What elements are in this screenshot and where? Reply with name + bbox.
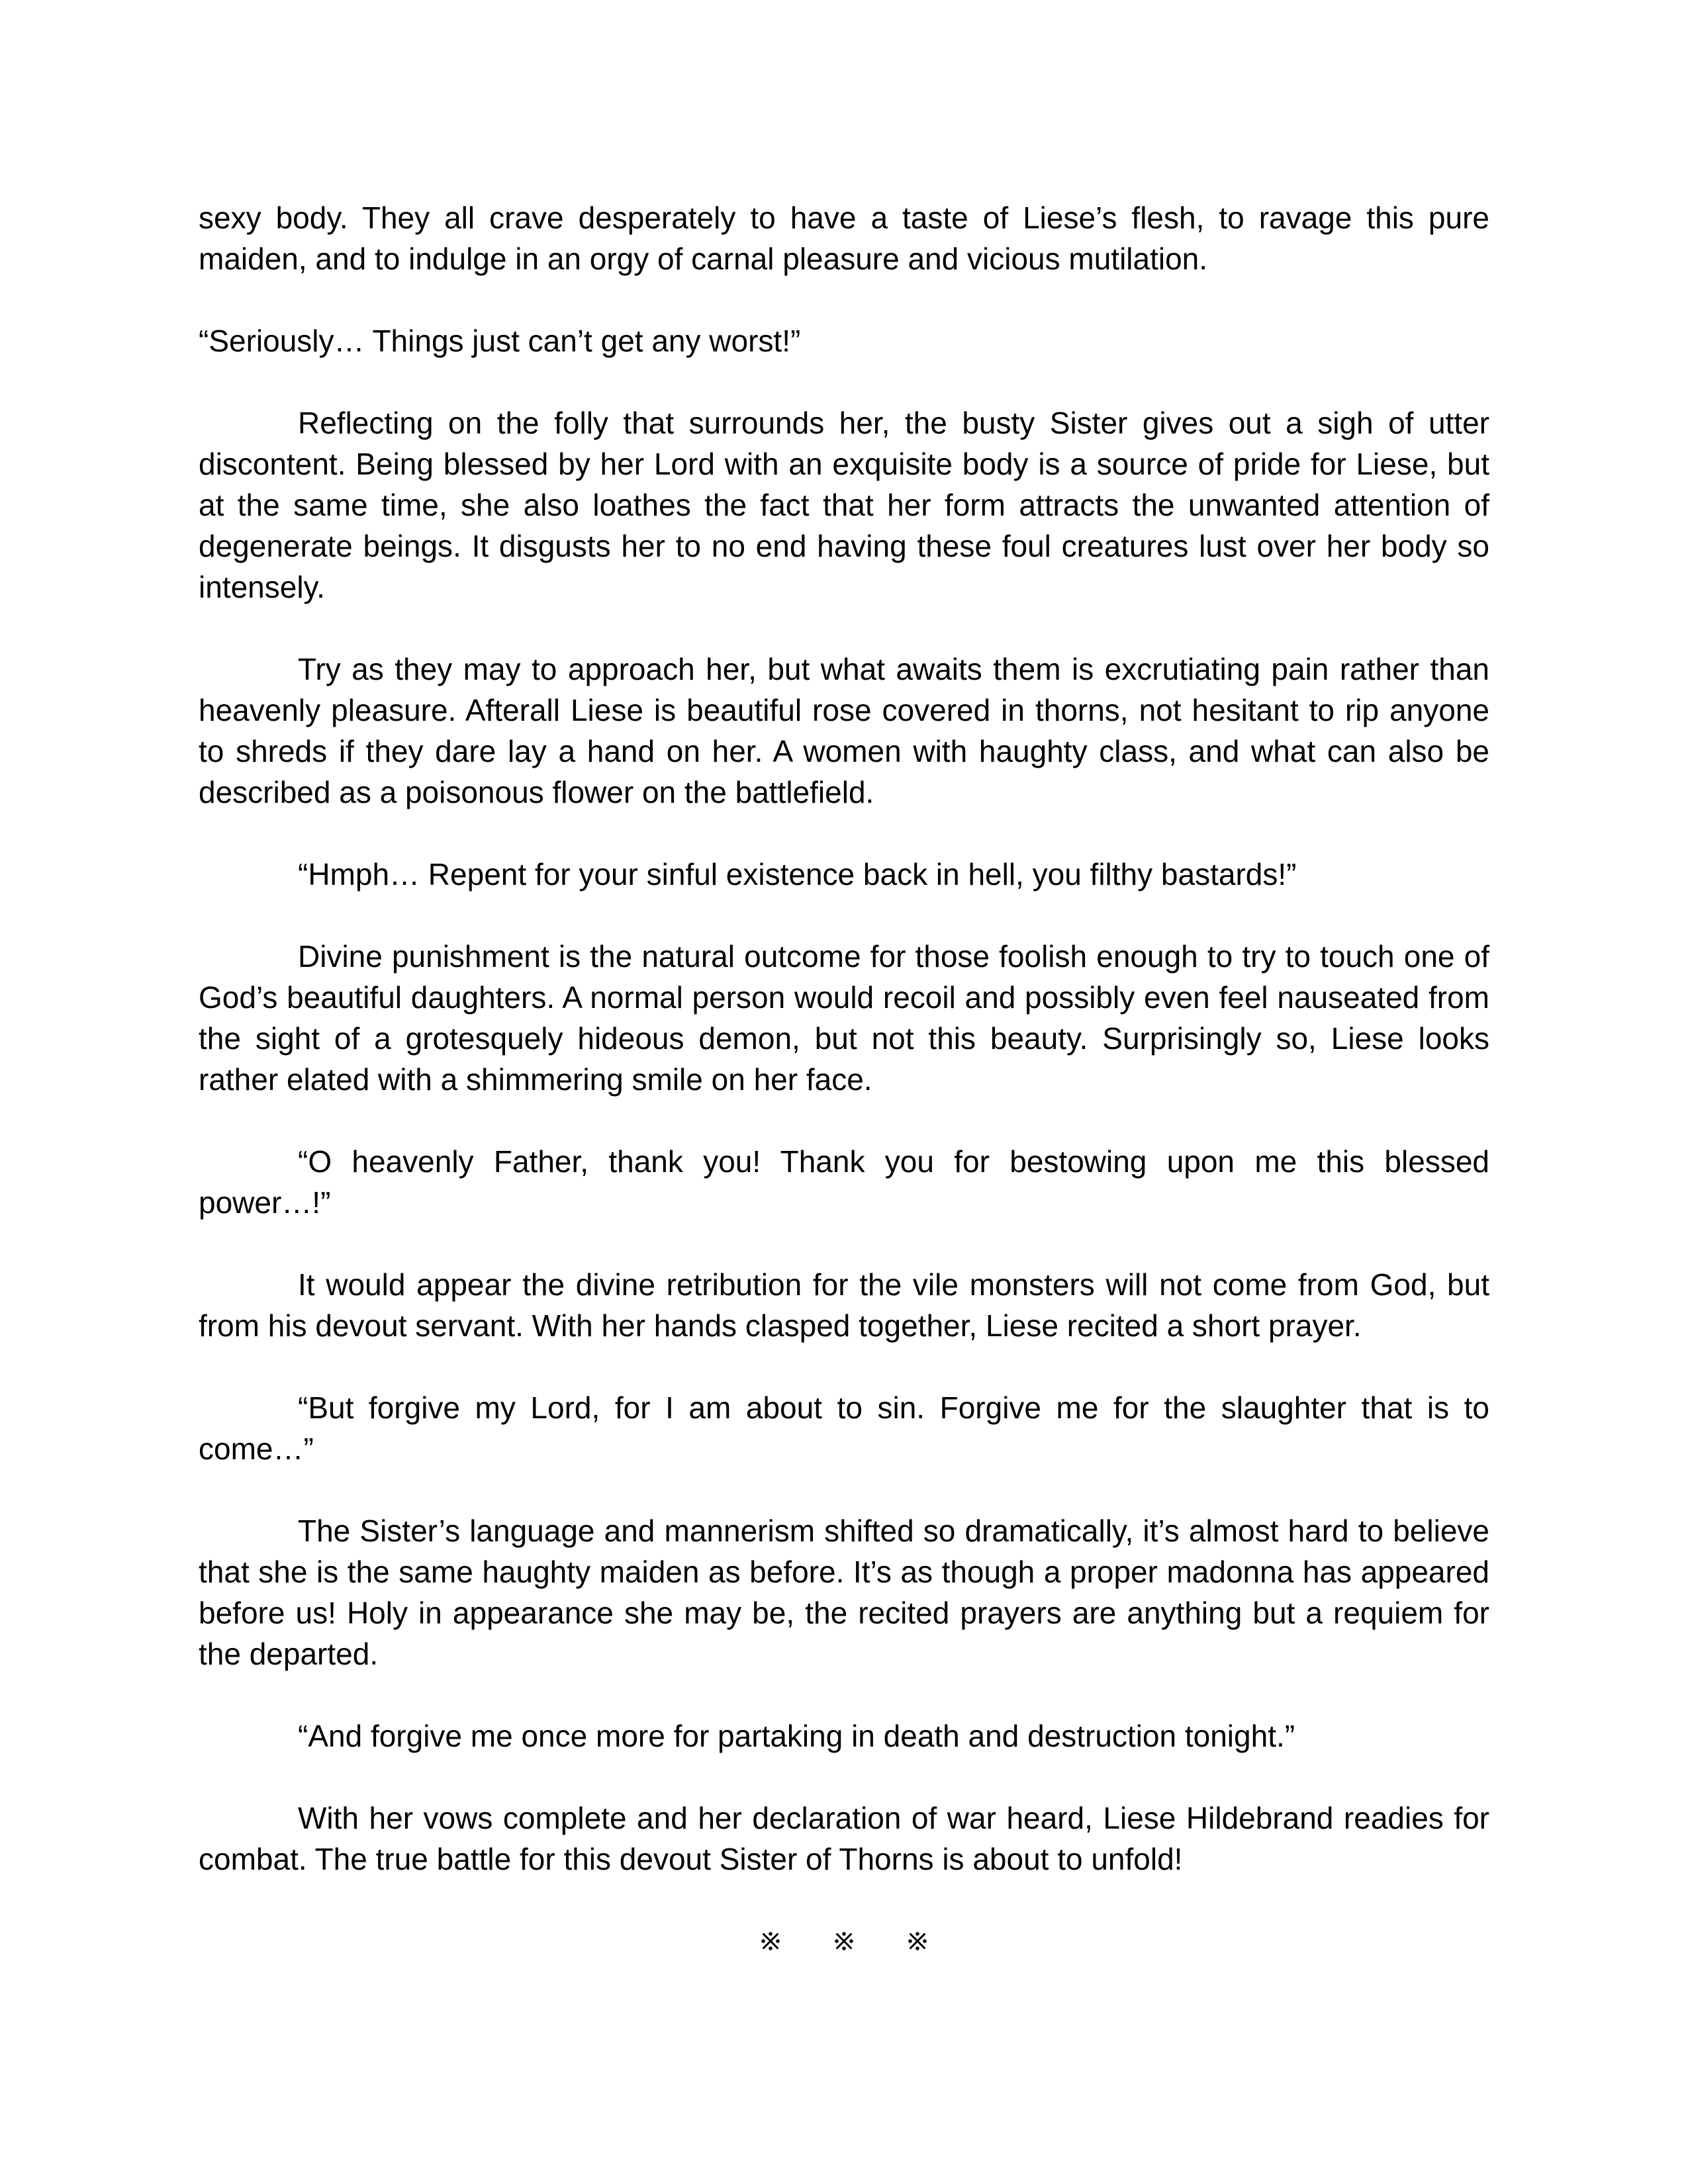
reference-mark-icon	[908, 1931, 927, 1951]
paragraph: It would appear the divine retribution for the vile monsters will not come from God, but from his devout servant. With her hands clasped together, Liese recited a short prayer.	[199, 1267, 1489, 1343]
dialogue-paragraph: “And forgive me once more for partaking in death and destruction tonight.”	[298, 1719, 1295, 1753]
paragraph: Try as they may to approach her, but what awaits them is excrutiating pain rather than heavenly pleasure. Afterall Liese is beautiful rose covered in thorns, not hesitant to rip anyone to shreds if they dare lay a hand on her. A women with haughty class, and what can also be described as a poisonous flower on the battlefield.	[199, 652, 1489, 809]
section-break	[199, 1921, 1489, 1962]
dialogue-paragraph: “Seriously… Things just can’t get any worst!”	[199, 324, 801, 358]
dialogue-paragraph: “Hmph… Repent for your sinful existence back in hell, you filthy bastards!”	[298, 857, 1297, 891]
paragraph: The Sister’s language and mannerism shifted so dramatically, it’s almost hard to believe that she is the same haughty maiden as before. It’s as though a proper madonna has appeared before us! Holy in appearance she may be, the recited prayers are anything but a requiem for the departed.	[199, 1514, 1489, 1671]
paragraph: Reflecting on the folly that surrounds her, the busty Sister gives out a sigh of utter discontent. Being blessed by her Lord with an exquisite body is a source of pride for Liese, but at the same time, she also loathes the fact that her form attracts the unwanted attention of degenerate beings. It disgusts her to no end having these foul creatures lust over her body so intensely.	[199, 406, 1489, 604]
paragraph: With her vows complete and her declaration of war heard, Liese Hildebrand readies for combat. The true battle for this devout Sister of Thorns is about to unfold!	[199, 1801, 1489, 1876]
paragraph: Divine punishment is the natural outcome for those foolish enough to try to touch one of God’s beautiful daughters. A normal person would recoil and possibly even feel nauseated from the sight of a grotesquely hideous demon, but not this beauty. Surprisingly so, Liese looks rather elated with a shimmering smile on her face.	[199, 939, 1489, 1097]
dialogue-paragraph: “But forgive my Lord, for I am about to sin. Forgive me for the slaughter that is to come…”	[199, 1390, 1489, 1466]
paragraph: sexy body. They all crave desperately to have a taste of Liese’s flesh, to ravage this pure maiden, and to indulge in an orgy of carnal pleasure and vicious mutilation.	[199, 201, 1489, 276]
reference-mark-icon	[761, 1931, 780, 1951]
dialogue-paragraph: “O heavenly Father, thank you! Thank you for bestowing upon me this blessed power…!”	[199, 1144, 1489, 1220]
reference-mark-icon	[834, 1931, 854, 1951]
page-text-column	[199, 197, 1489, 1962]
